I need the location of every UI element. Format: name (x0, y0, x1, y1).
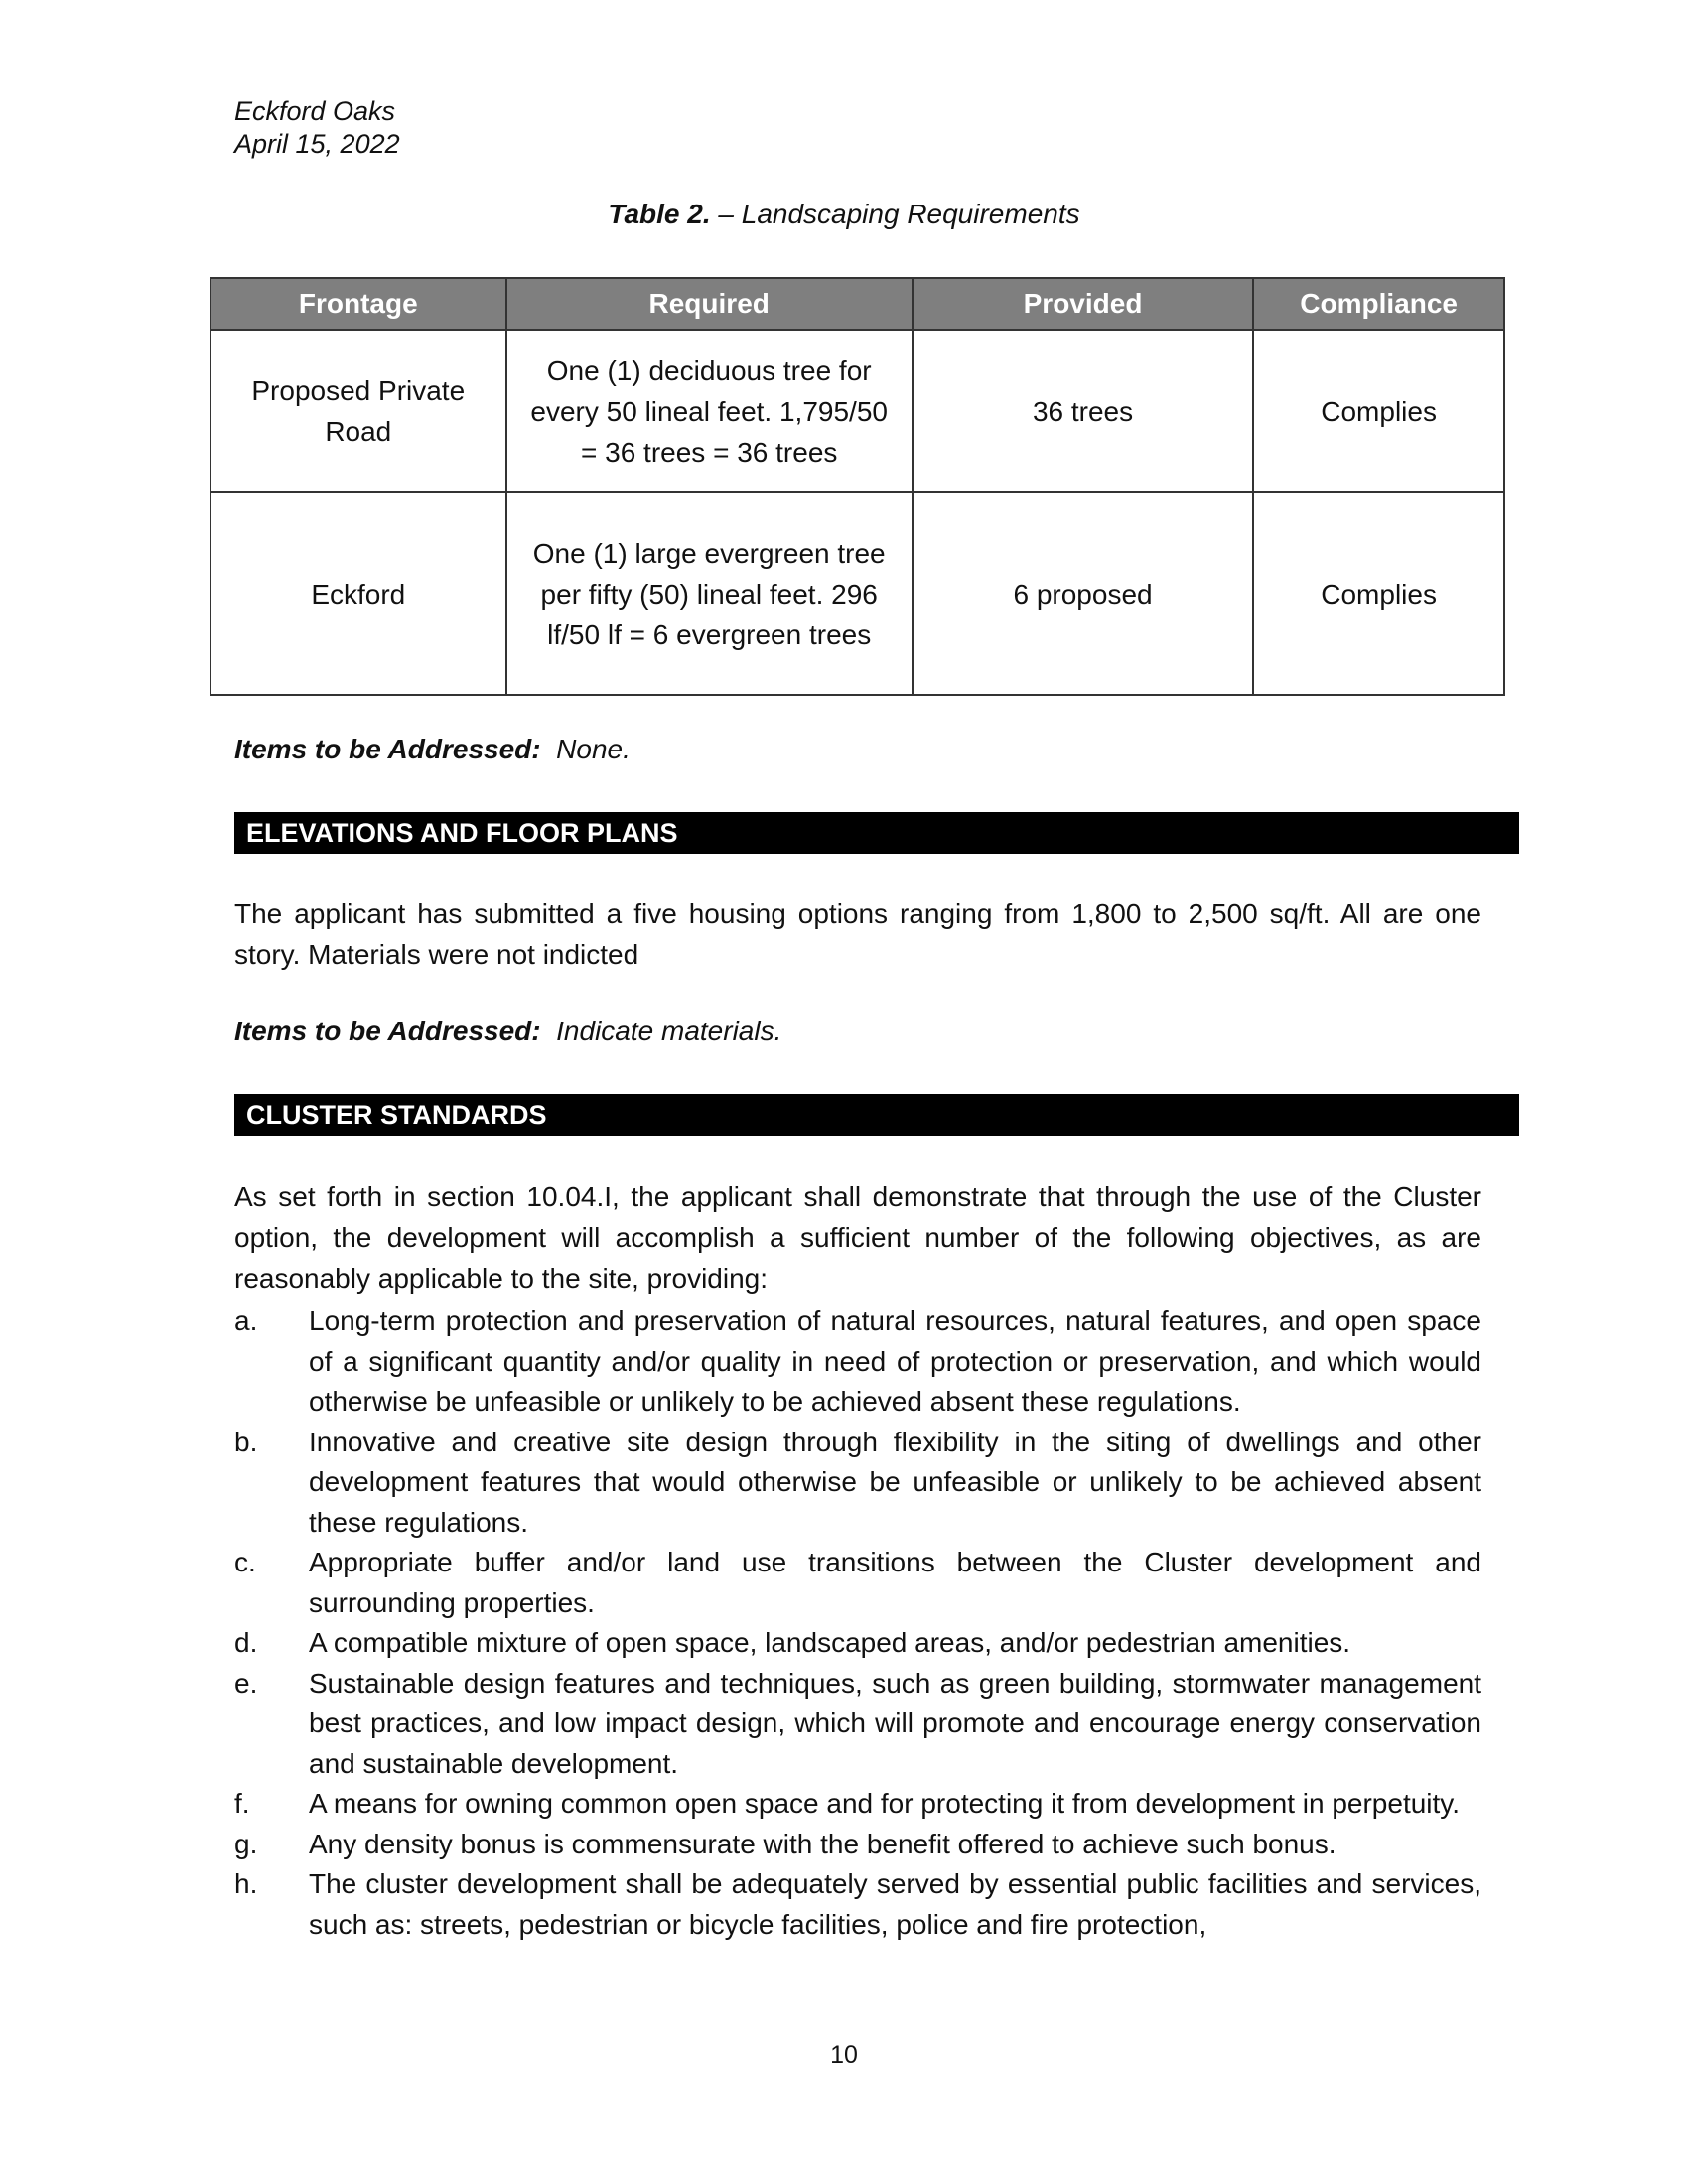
list-marker: e. (234, 1667, 258, 1699)
list-item (234, 1664, 1481, 1785)
document-header (234, 95, 400, 161)
elevations-paragraph: The applicant has submitted a five housing options ranging from 1,800 to 2,500 sq/ft. All are one story. Materials were not indicted (234, 898, 1481, 970)
items-value: None. (556, 734, 631, 764)
cell-required: One (1) deciduous tree for every 50 lineal feet. 1,795/50 = 36 trees = 36 trees (506, 330, 913, 492)
list-text: Any density bonus is commensurate with the benefit offered to achieve such bonus. (309, 1828, 1336, 1859)
landscaping-requirements-table (210, 277, 1505, 696)
list-marker: g. (234, 1828, 258, 1859)
column-header-provided: Provided (913, 278, 1253, 330)
table-row (211, 492, 1504, 695)
items-to-address-2 (234, 1016, 781, 1047)
cluster-intro-paragraph: As set forth in section 10.04.I, the applicant shall demonstrate that through the use of the Cluster option, the development will accomplish a sufficient number of the following objectives, as are reasonably applicable to the site, providing: (234, 1181, 1481, 1294)
cluster-objectives-list (234, 1301, 1481, 1945)
section-heading-cluster: CLUSTER STANDARDS (234, 1094, 1519, 1136)
list-text: Sustainable design features and techniques, such as green building, stormwater management best practices, and low impact design, which will promote and encourage energy conservation and sustainable development. (309, 1667, 1481, 1779)
list-text: A compatible mixture of open space, landscaped areas, and/or pedestrian amenities. (309, 1627, 1351, 1658)
cell-provided: 6 proposed (913, 492, 1253, 695)
list-marker: b. (234, 1426, 258, 1457)
list-marker: c. (234, 1547, 256, 1577)
cell-frontage: Eckford (211, 492, 506, 695)
list-text: A means for owning common open space and for protecting it from development in perpetuity. (309, 1788, 1461, 1819)
cell-provided: 36 trees (913, 330, 1253, 492)
list-item (234, 1623, 1481, 1664)
list-marker: a. (234, 1305, 258, 1336)
list-item (234, 1423, 1481, 1544)
list-item (234, 1784, 1481, 1825)
document-date: April 15, 2022 (234, 129, 400, 159)
table-caption-number: Table 2. (608, 199, 711, 229)
cell-required: One (1) large evergreen tree per fifty (50) lineal feet. 296 lf/50 lf = 6 evergreen trees (506, 492, 913, 695)
items-label: Items to be Addressed: (234, 1016, 541, 1046)
table-caption (0, 199, 1688, 230)
column-header-compliance: Compliance (1253, 278, 1504, 330)
items-value: Indicate materials. (556, 1016, 782, 1046)
list-item (234, 1301, 1481, 1423)
list-text: Appropriate buffer and/or land use transitions between the Cluster development and surrounding properties. (309, 1547, 1481, 1618)
cell-compliance: Complies (1253, 330, 1504, 492)
page-number: 10 (830, 2041, 858, 2069)
project-name: Eckford Oaks (234, 96, 396, 126)
column-header-required: Required (506, 278, 913, 330)
items-label: Items to be Addressed: (234, 734, 541, 764)
list-item (234, 1543, 1481, 1623)
list-marker: f. (234, 1788, 250, 1819)
list-item (234, 1864, 1481, 1945)
list-marker: d. (234, 1627, 258, 1658)
list-text: The cluster development shall be adequately served by essential public facilities and services, such as: streets, pedestrian or bicycle facilities, police and fire protection, (309, 1868, 1481, 1940)
column-header-frontage: Frontage (211, 278, 506, 330)
list-text: Innovative and creative site design through flexibility in the siting of dwellings and other development features that would otherwise be unfeasible or unlikely to be achieved absent these regulations. (309, 1426, 1481, 1538)
section-heading-elevations: ELEVATIONS AND FLOOR PLANS (234, 812, 1519, 854)
items-to-address-1 (234, 734, 631, 765)
cell-frontage: Proposed Private Road (211, 330, 506, 492)
table-caption-title: – Landscaping Requirements (710, 199, 1080, 229)
list-item (234, 1825, 1481, 1865)
list-text: Long-term protection and preservation of natural resources, natural features, and open space of a significant quantity and/or quality in need of protection or preservation, and which would otherwise be unfeasible or unlikely to be achieved absent these regulations. (309, 1305, 1481, 1417)
table-header-row (211, 278, 1504, 330)
cell-compliance: Complies (1253, 492, 1504, 695)
table-row (211, 330, 1504, 492)
list-marker: h. (234, 1868, 258, 1899)
